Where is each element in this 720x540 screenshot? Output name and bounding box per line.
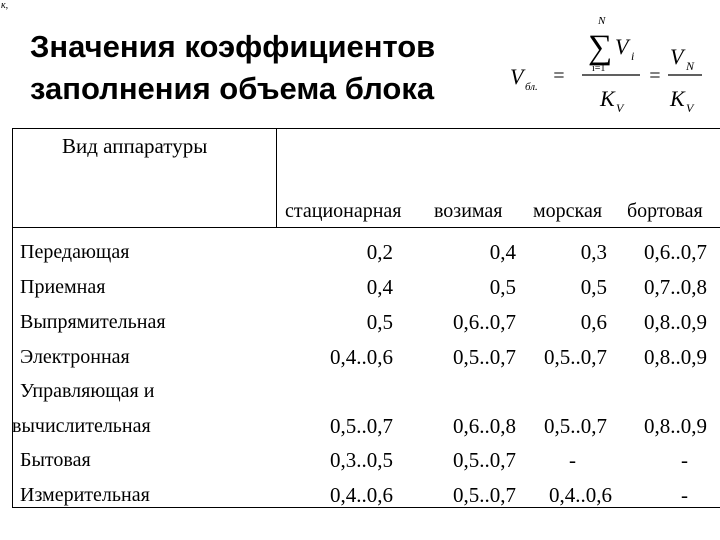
row-label: Бытовая <box>20 449 91 471</box>
table-cell: 0,5..0,7 <box>544 414 607 438</box>
formula-den2-sub: V <box>686 101 694 115</box>
row-label: Измерительная <box>20 484 150 506</box>
table-cell: 0,5 <box>489 275 516 299</box>
table-cell: 0,6 <box>580 310 607 334</box>
table-cell: 0,4 <box>489 240 516 264</box>
formula-sum-top: N <box>598 15 606 27</box>
column-header-airborne: бортовая <box>627 200 703 222</box>
table-cell: 0,8..0,9 <box>644 345 707 369</box>
table-cell: 0,4..0,6 <box>330 483 393 507</box>
row-label: Управляющая и <box>20 380 155 402</box>
formula-sum-term-sub: i <box>631 49 635 63</box>
table-cell: 0,8..0,9 <box>644 414 707 438</box>
row-label: Электронная <box>20 346 130 368</box>
formula-sum-term: V <box>615 34 629 59</box>
table-cell: 0,2 <box>366 240 393 264</box>
title-line-1: Значения коэффициентов <box>30 29 436 64</box>
header-equipment-type: Вид аппаратуры <box>62 134 208 158</box>
table-cell: 0,5 <box>366 310 393 334</box>
column-header-stationary: стационарная <box>285 200 402 222</box>
column-header-marine: морская <box>533 200 603 222</box>
table-cell: 0,4..0,6 <box>330 345 393 369</box>
table-cell: 0,5..0,7 <box>453 448 516 472</box>
row-label: Выпрямительная <box>20 311 166 333</box>
formula <box>508 8 714 120</box>
table-cell: 0,4 <box>366 275 393 299</box>
formula-den2: K <box>670 86 685 111</box>
formula-sum-sign: ∑ <box>588 29 613 66</box>
table-cell: 0,3..0,5 <box>330 448 393 472</box>
formula-num2-sub: N <box>686 59 695 73</box>
header-column-divider <box>276 128 277 227</box>
formula-lhs-sub: бл. <box>525 81 538 93</box>
column-header-vehicle: возимая <box>434 200 503 222</box>
table-cell: 0,7..0,8 <box>644 275 707 299</box>
header-row-divider <box>12 227 720 228</box>
row-label: вычислительная <box>12 415 151 437</box>
formula-eq1: = <box>552 65 566 87</box>
table-cell: - <box>681 483 688 507</box>
table-cell: 0,5..0,7 <box>330 414 393 438</box>
table-cell: 0,6..0,7 <box>453 310 516 334</box>
formula-den1-sub: V <box>616 101 624 115</box>
table-cell: 0,5..0,7 <box>453 345 516 369</box>
table-cell: 0,6..0,7 <box>644 240 707 264</box>
table-cell: 0,3 <box>580 240 607 264</box>
table-cell: 0,5..0,7 <box>453 483 516 507</box>
row-label: Приемная <box>20 276 106 298</box>
formula-sum-bottom: i=1 <box>592 63 606 74</box>
table-cell: 0,8..0,9 <box>644 310 707 334</box>
formula-lhs: V <box>510 64 524 89</box>
title-line-2: заполнения объема блока <box>30 71 435 106</box>
formula-num2: V <box>670 44 684 69</box>
formula-den1: K <box>600 86 615 111</box>
table-cell: 0,4..0,6 <box>549 483 612 507</box>
table-cell: 0,5..0,7 <box>544 345 607 369</box>
table-cell: 0,5 <box>580 275 607 299</box>
table-cell: - <box>569 448 576 472</box>
row-label: Передающая <box>20 241 130 263</box>
corner-mark: к, <box>1 0 9 11</box>
page-title <box>30 26 435 110</box>
table-cell: 0,6..0,8 <box>453 414 516 438</box>
formula-eq2: = <box>648 65 662 87</box>
table-cell: - <box>681 448 688 472</box>
